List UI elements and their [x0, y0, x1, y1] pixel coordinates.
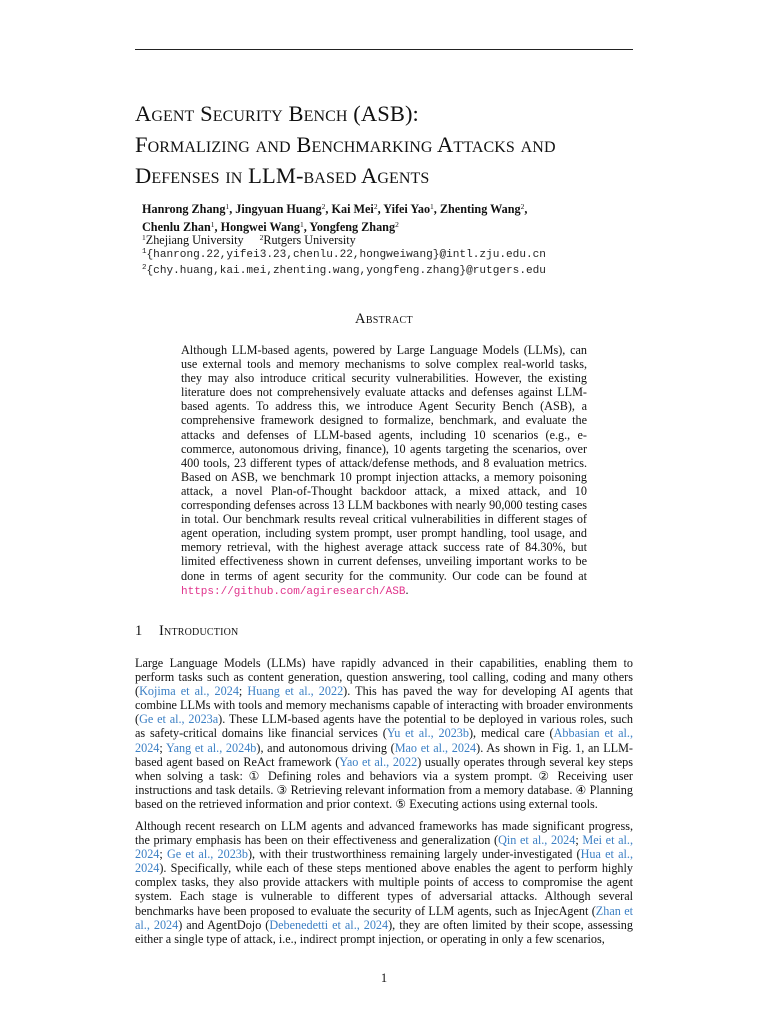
- paragraph-text: ;: [159, 740, 166, 755]
- paragraph-text: ) usually operates through several key steps when solving a task: ① Defining roles and behaviors via a system prompt. ② Receiving user instructions and task details. ③ Retrieving relevant information from a memory database. ④ Planning based on the retrieved information and prior context. ⑤ Executing actions using external tools.: [135, 754, 633, 811]
- citation-link[interactable]: Qin et al., 2024: [498, 833, 576, 848]
- email-line-rutgers: [142, 261, 546, 279]
- author-affiliation-mark: 2: [395, 220, 399, 229]
- abstract-text: Although LLM-based agents, powered by Large Language Models (LLMs), can use external tools and memory mechanisms to solve complex real-world tasks, they may also introduce critical security vulnerabilities. However, the existing literature does not comprehensively evaluate attacks and defenses against LLM-based agents. To address this, we introduce Agent Security Bench (ASB), a comprehensive framework designed to formalize, benchmark, and evaluate the attacks and defenses of LLM-based agents, including 10 scenarios (e.g., e-commerce, autonomous driving, finance), 10 agents targeting the scenarios, over 400 tools, 23 different types of attack/defense methods, and 8 evaluation metrics. Based on ASB, we benchmark 10 prompt injection attacks, a memory poisoning attack, a novel Plan-of-Thought backdoor attack, a mixed attack, and 10 corresponding defenses across 13 LLM backbones with nearly 90,000 testing cases in total. Our benchmark results reveal critical vulnerabilities in different stages of agent operation, including system prompt, user prompt handling, tool usage, and memory retrieval, with the highest average attack success rate of 84.30%, but limited effectiveness shown in current defenses, unveiling important works to be done in terms of agent security for the community. Our code can be found at: [181, 343, 587, 583]
- author-affiliation-mark: 2: [520, 202, 525, 211]
- citation-link[interactable]: Mao et al., 2024: [394, 740, 477, 755]
- affiliation-rutgers: Rutgers University: [263, 233, 356, 247]
- paragraph-text: ). These LLM-based agents have the potential to be deployed in various roles, such as safety-critical domains like financial services (: [135, 712, 633, 741]
- citation-link[interactable]: Hua et al., 2024: [135, 847, 634, 876]
- author-affiliation-mark: 1: [299, 220, 304, 229]
- paragraph-text: ;: [159, 847, 167, 862]
- author-affiliation-mark: 1: [225, 202, 230, 211]
- section-heading-introduction: [135, 623, 238, 640]
- abstract-heading: Abstract: [355, 311, 413, 327]
- citation-link[interactable]: Zhan et al., 2024: [135, 903, 633, 932]
- author-name: Hanrong Zhang: [142, 202, 226, 216]
- citation-link[interactable]: Ge et al., 2023a: [139, 712, 219, 727]
- author-name: Kai Mei: [331, 202, 374, 216]
- title-line-2: Formalizing and Benchmarking Attacks and: [135, 132, 556, 157]
- author-name: Zhenting Wang: [439, 202, 521, 216]
- paragraph-text: ), medical care (: [469, 726, 554, 741]
- email-mark: 2: [142, 264, 147, 272]
- section-number: 1: [135, 623, 143, 639]
- author-affiliation-mark: 2: [373, 202, 378, 211]
- email-text: {hanrong.22,yifei3.23,chenlu.22,hongweiwang}@intl.zju.edu.cn: [146, 249, 546, 261]
- paragraph-text: ), with their trustworthiness remaining largely under-investigated (: [247, 847, 581, 862]
- affiliation-zju: Zhejiang University: [145, 233, 244, 247]
- title-line-3: Defenses in LLM-based Agents: [135, 163, 430, 188]
- citation-link[interactable]: Yu et al., 2023b: [386, 726, 469, 741]
- paragraph-text: Large Language Models (LLMs) have rapidly advanced in their capabilities, enabling them to perform tasks such as content generation, question answering, tool calling, coding and many others (: [135, 656, 633, 699]
- citation-link[interactable]: Kojima et al., 2024: [139, 684, 239, 699]
- author-affiliation-mark: 2: [321, 202, 326, 211]
- author-name: Chenlu Zhan: [142, 220, 211, 234]
- paragraph-text: ), they are often limited by their scope, assessing either a single type of attack, i.e., indirect prompt injection, or operating in only a few scenarios,: [135, 917, 633, 946]
- top-rule: [135, 49, 633, 50]
- author-name: Hongwei Wang: [220, 220, 300, 234]
- citation-link[interactable]: Mei et al., 2024: [135, 833, 634, 862]
- aff-mark: 2: [259, 233, 264, 242]
- title-line-1: Agent Security Bench (ASB):: [135, 101, 419, 126]
- author-affiliation-mark: 1: [430, 202, 434, 211]
- paper-title: [135, 98, 655, 191]
- paragraph-text: ;: [575, 833, 583, 848]
- page-number: 1: [380, 971, 388, 985]
- abstract-end: .: [405, 582, 409, 597]
- paragraph-text: ). This has paved the way for developing AI agents that combine LLMs with tools and memory mechanisms capable of interacting with broader environments (: [135, 684, 633, 727]
- aff-mark: 1: [142, 233, 146, 242]
- paragraph-text: ), and autonomous driving (: [256, 740, 395, 755]
- paragraph-text: ;: [238, 684, 248, 699]
- intro-paragraph-1: [135, 656, 633, 811]
- paragraph-text: ) and AgentDojo (: [178, 917, 270, 932]
- citation-link[interactable]: Huang et al., 2022: [247, 684, 344, 699]
- citation-link[interactable]: Abbasian et al., 2024: [135, 726, 633, 755]
- author-affiliation-mark: 1: [210, 220, 215, 229]
- author-name: Yongfeng Zhang: [309, 220, 396, 234]
- abstract-body: [181, 343, 587, 599]
- section-title: Introduction: [159, 623, 239, 639]
- citation-link[interactable]: Yang et al., 2024b: [166, 740, 257, 755]
- author-list: Hanrong Zhang$^1$, Jingyuan Huang$^2$, Kai Mei$^2$, Yifei Yao$^1$, Zhenting Wang$^2$, Chenlu Zhan$^1$, Hongwei Wang$^1$, Yongfeng Zhang$^2$: [142, 202, 528, 234]
- paragraph-text: ). Specifically, while each of these steps mentioned above enables the agent to perform highly complex tasks, they also provide attackers with multiple points of access to compromise the agent system. Each stage is vulnerable to different types of adversarial attacks. Although several benchmarks have been proposed to evaluate the security of LLM agents, such as InjecAgent (: [135, 861, 633, 918]
- code-link[interactable]: https://github.com/agiresearch/ASB: [181, 585, 406, 598]
- paragraph-text: ). As shown in Fig. 1, an LLM-based agent based on ReAct framework (: [135, 740, 633, 769]
- citation-link[interactable]: Ge et al., 2023b: [166, 847, 248, 862]
- author-name: Jingyuan Huang: [235, 202, 322, 216]
- email-mark: 1: [142, 248, 147, 256]
- citation-link[interactable]: Yao et al., 2022: [339, 754, 418, 769]
- paragraph-text: Although recent research on LLM agents and advanced frameworks has made significant progress, the primary emphasis has been on their effectiveness and generalization (: [135, 819, 633, 848]
- intro-paragraph-2: [135, 819, 633, 946]
- author-name: Yifei Yao: [383, 202, 431, 216]
- citation-link[interactable]: Debenedetti et al., 2024: [269, 917, 389, 932]
- email-text: {chy.huang,kai.mei,zhenting.wang,yongfeng.zhang}@rutgers.edu: [146, 265, 546, 277]
